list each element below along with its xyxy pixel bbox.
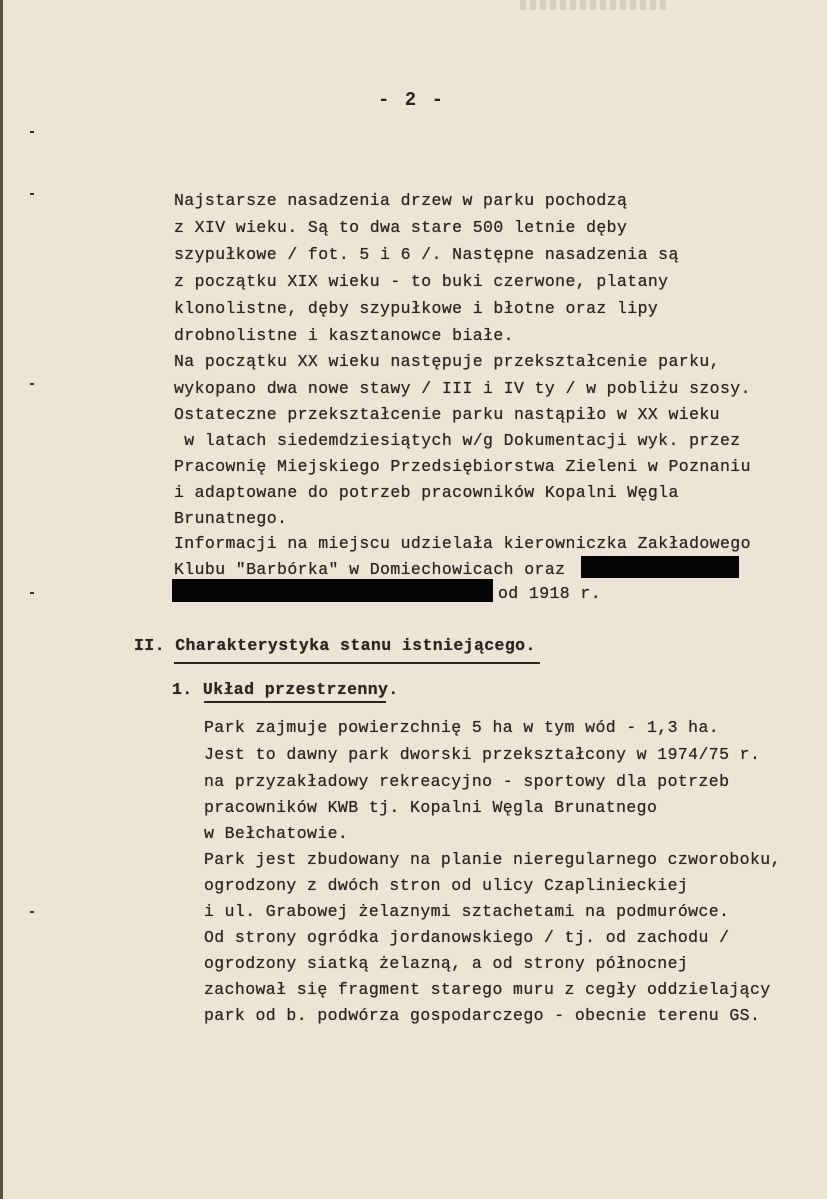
- bleed-through-marks: [520, 0, 670, 10]
- intro-line: drobnolistne i kasztanowce białe.: [174, 326, 514, 345]
- subsection-heading: 1. Układ przestrzenny.: [172, 680, 399, 699]
- intro-line: Ostateczne przekształcenie parku nastąpiło w XX wieku: [174, 405, 720, 424]
- margin-mark: [30, 383, 34, 385]
- scan-edge: [0, 0, 3, 1199]
- margin-mark: [30, 131, 34, 133]
- intro-line: wykopano dwa nowe stawy / III i IV ty / w pobliżu szosy.: [174, 379, 751, 398]
- margin-mark: [30, 193, 34, 195]
- margin-mark: [30, 911, 34, 913]
- page-number: - 2 -: [378, 89, 446, 111]
- intro-line: Najstarsze nasadzenia drzew w parku pochodzą: [174, 191, 628, 210]
- intro-line: z początku XIX wieku - to buki czerwone, platany: [174, 272, 669, 291]
- intro-line: Pracownię Miejskiego Przedsiębiorstwa Zieleni w Poznaniu: [174, 457, 751, 476]
- section-heading-underline: [174, 662, 540, 664]
- intro-tail: od 1918 r.: [498, 584, 602, 603]
- body-line: i ul. Grabowej żelaznymi sztachetami na podmurówce.: [204, 902, 730, 921]
- body-line: ogrodzony siatką żelazną, a od strony północnej: [204, 954, 689, 973]
- subsection-heading-underline: [204, 701, 386, 703]
- intro-line: i adaptowane do potrzeb pracowników Kopalni Węgla: [174, 483, 679, 502]
- intro-line: Informacji na miejscu udzielała kierowniczka Zakładowego: [174, 534, 751, 553]
- redaction-box: [581, 556, 739, 578]
- intro-line: klonolistne, dęby szypułkowe i błotne oraz lipy: [174, 299, 659, 318]
- body-line: Park zajmuje powierzchnię 5 ha w tym wód - 1,3 ha.: [204, 718, 720, 737]
- body-line: ogrodzony z dwóch stron od ulicy Czaplinieckiej: [204, 876, 689, 895]
- body-line: na przyzakładowy rekreacyjno - sportowy dla potrzeb: [204, 772, 730, 791]
- intro-line: w latach siedemdziesiątych w/g Dokumentacji wyk. przez: [174, 431, 741, 450]
- redaction-box: [172, 579, 493, 602]
- body-line: Od strony ogródka jordanowskiego / tj. od zachodu /: [204, 928, 730, 947]
- intro-line: z XIV wieku. Są to dwa stare 500 letnie dęby: [174, 218, 628, 237]
- body-line: Park jest zbudowany na planie nieregularnego czworoboku,: [204, 850, 781, 869]
- margin-mark: [30, 592, 34, 594]
- body-line: pracowników KWB tj. Kopalni Węgla Brunatnego: [204, 798, 658, 817]
- intro-line: szypułkowe / fot. 5 i 6 /. Następne nasadzenia są: [174, 245, 679, 264]
- section-heading: II. Charakterystyka stanu istniejącego.: [134, 636, 536, 655]
- body-line: park od b. podwórza gospodarczego - obecnie terenu GS.: [204, 1006, 761, 1025]
- body-line: Jest to dawny park dworski przekształcony w 1974/75 r.: [204, 745, 761, 764]
- intro-line: Klubu "Barbórka" w Domiechowicach oraz: [174, 560, 566, 579]
- intro-line: Brunatnego.: [174, 509, 288, 528]
- intro-line: Na początku XX wieku następuje przekształcenie parku,: [174, 352, 720, 371]
- body-line: w Bełchatowie.: [204, 824, 349, 843]
- body-line: zachował się fragment starego muru z cegły oddzielający: [204, 980, 771, 999]
